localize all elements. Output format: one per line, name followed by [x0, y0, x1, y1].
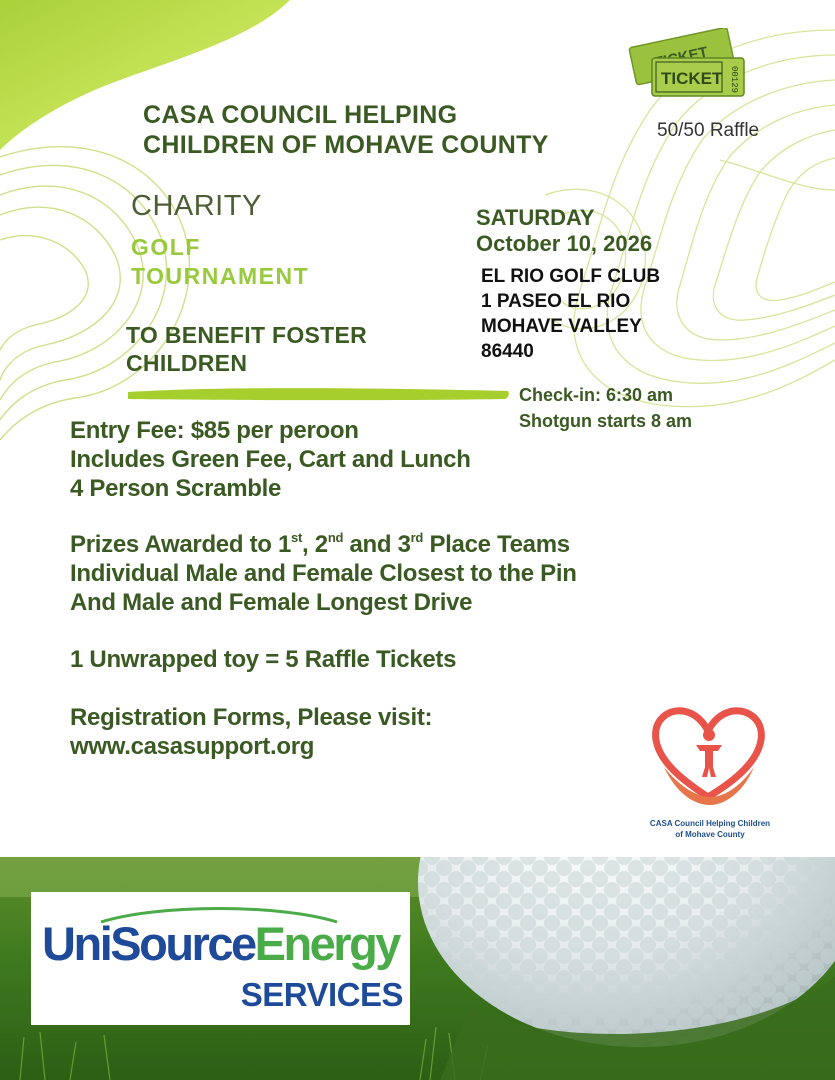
logo-caption-line-2: of Mohave County	[675, 830, 745, 839]
svg-text:00129: 00129	[729, 66, 739, 94]
prizes-line-2: Individual Male and Female Closest to the Pin	[70, 560, 577, 587]
sponsor-name	[31, 918, 410, 970]
logo-caption-line-1: CASA Council Helping Children	[649, 819, 771, 828]
highlight-stroke	[128, 388, 509, 400]
tournament-word: TOURNAMENT	[131, 263, 310, 289]
shotgun-time: Shotgun starts 8 am	[519, 411, 693, 431]
sponsor-logo	[31, 892, 410, 1025]
prizes-section	[70, 530, 577, 617]
golf-word: GOLF	[131, 234, 201, 260]
svg-text:TICKET: TICKET	[661, 69, 723, 88]
tournament-format: 4 Person Scramble	[70, 475, 282, 502]
entry-details	[70, 416, 471, 503]
benefit-line-1: TO BENEFIT FOSTER	[126, 322, 368, 348]
venue-street: 1 PASEO EL RIO	[481, 291, 631, 312]
raffle-ticket-icon	[628, 28, 748, 104]
org-line-1: CASA COUNCIL HELPING	[143, 101, 458, 129]
benefit-statement	[126, 321, 367, 377]
event-date	[476, 205, 652, 257]
fee-includes: Includes Green Fee, Cart and Lunch	[70, 446, 471, 473]
venue-city: MOHAVE VALLEY	[481, 316, 642, 337]
registration-info	[70, 703, 432, 761]
charity-label: CHARITY	[131, 190, 262, 222]
casa-logo-caption	[625, 818, 795, 840]
organization-heading	[143, 100, 549, 160]
venue-name: EL RIO GOLF CLUB	[481, 266, 661, 287]
event-date-text: October 10, 2026	[476, 231, 653, 256]
benefit-line-2: CHILDREN	[126, 350, 248, 376]
golf-tournament-title	[131, 233, 309, 291]
registration-link[interactable]: www.casasupport.org	[70, 733, 315, 760]
event-day: SATURDAY	[476, 205, 595, 230]
venue-address	[481, 264, 660, 364]
event-times	[519, 382, 692, 434]
org-line-2: CHILDREN OF MOHAVE COUNTY	[143, 131, 549, 159]
raffle-caption: 50/50 Raffle	[657, 120, 760, 141]
prizes-line-1: Prizes Awarded to 1st, 2nd and 3rd Place Teams	[70, 530, 570, 558]
sponsor-name-part-1: UniSource	[42, 917, 255, 970]
checkin-time: Check-in: 6:30 am	[519, 385, 674, 405]
toy-raffle-note: 1 Unwrapped toy = 5 Raffle Tickets	[70, 646, 457, 673]
registration-label: Registration Forms, Please visit:	[70, 704, 433, 731]
sponsor-name-part-2: Energy	[254, 917, 399, 970]
casa-heart-logo	[650, 705, 770, 810]
venue-zip: 86440	[481, 341, 534, 362]
prizes-line-3: And Male and Female Longest Drive	[70, 589, 473, 616]
sponsor-services: SERVICES	[240, 976, 403, 1013]
entry-fee: Entry Fee: $85 per peroon	[70, 417, 359, 444]
